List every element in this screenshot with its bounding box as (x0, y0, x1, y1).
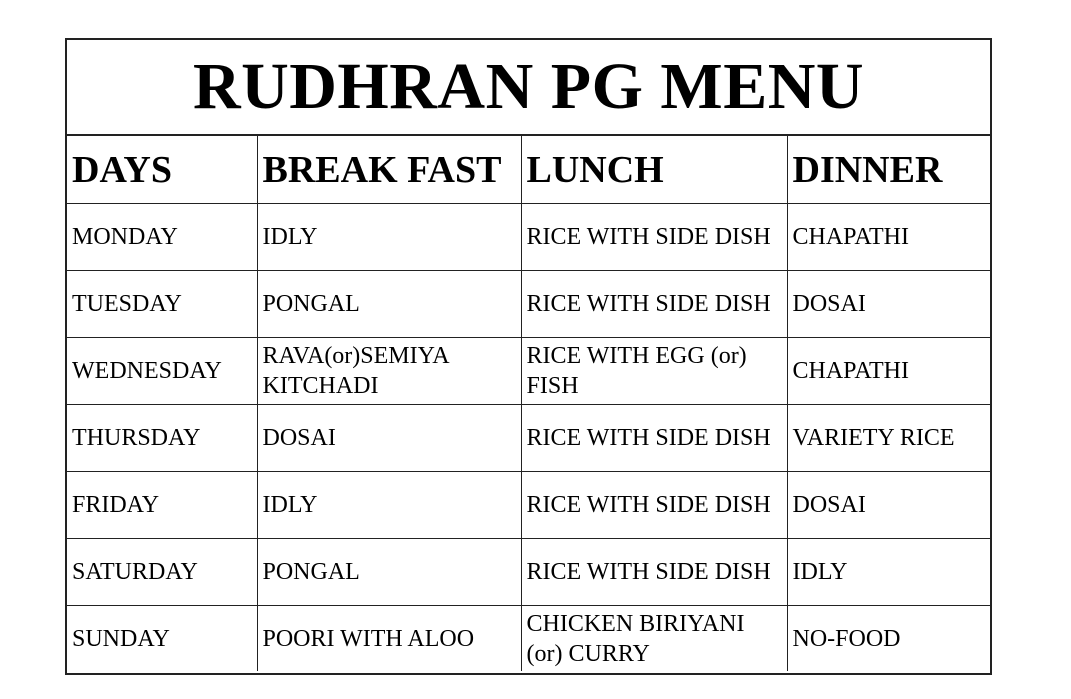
table-row (67, 271, 990, 338)
lunch-cell: RICE WITH SIDE DISH (521, 539, 787, 606)
day-cell: FRIDAY (67, 472, 257, 539)
header-breakfast: BREAK FAST (257, 136, 521, 204)
dinner-cell: DOSAI (787, 472, 990, 539)
page-title: RUDHRAN PG MENU (67, 40, 990, 136)
day-cell: WEDNESDAY (67, 338, 257, 405)
table-row (67, 405, 990, 472)
breakfast-cell: PONGAL (257, 539, 521, 606)
dinner-cell: CHAPATHI (787, 338, 990, 405)
day-cell: SATURDAY (67, 539, 257, 606)
header-lunch: LUNCH (521, 136, 787, 204)
breakfast-cell: POORI WITH ALOO (257, 606, 521, 672)
lunch-cell: RICE WITH SIDE DISH (521, 271, 787, 338)
lunch-cell: RICE WITH SIDE DISH (521, 204, 787, 271)
breakfast-cell: DOSAI (257, 405, 521, 472)
lunch-cell: CHICKEN BIRIYANI (or) CURRY (521, 606, 787, 672)
menu-table-container (65, 38, 992, 675)
header-days: DAYS (67, 136, 257, 204)
dinner-cell: DOSAI (787, 271, 990, 338)
table-row (67, 539, 990, 606)
header-row (67, 136, 990, 204)
header-dinner: DINNER (787, 136, 990, 204)
lunch-cell: RICE WITH SIDE DISH (521, 472, 787, 539)
table-row (67, 606, 990, 672)
breakfast-cell: IDLY (257, 472, 521, 539)
breakfast-cell: RAVA(or)SEMIYA KITCHADI (257, 338, 521, 405)
table-row (67, 338, 990, 405)
breakfast-cell: PONGAL (257, 271, 521, 338)
table-row (67, 204, 990, 271)
table-row (67, 472, 990, 539)
day-cell: TUESDAY (67, 271, 257, 338)
dinner-cell: VARIETY RICE (787, 405, 990, 472)
dinner-cell: IDLY (787, 539, 990, 606)
dinner-cell: NO-FOOD (792, 625, 901, 652)
day-cell: THURSDAY (67, 405, 257, 472)
day-cell: MONDAY (67, 204, 257, 271)
lunch-cell: RICE WITH SIDE DISH (521, 405, 787, 472)
dinner-cell: CHAPATHI (787, 204, 990, 271)
lunch-cell: RICE WITH EGG (or) FISH (521, 338, 787, 405)
menu-table (67, 136, 990, 671)
breakfast-cell: IDLY (257, 204, 521, 271)
day-cell: SUNDAY (67, 606, 257, 672)
